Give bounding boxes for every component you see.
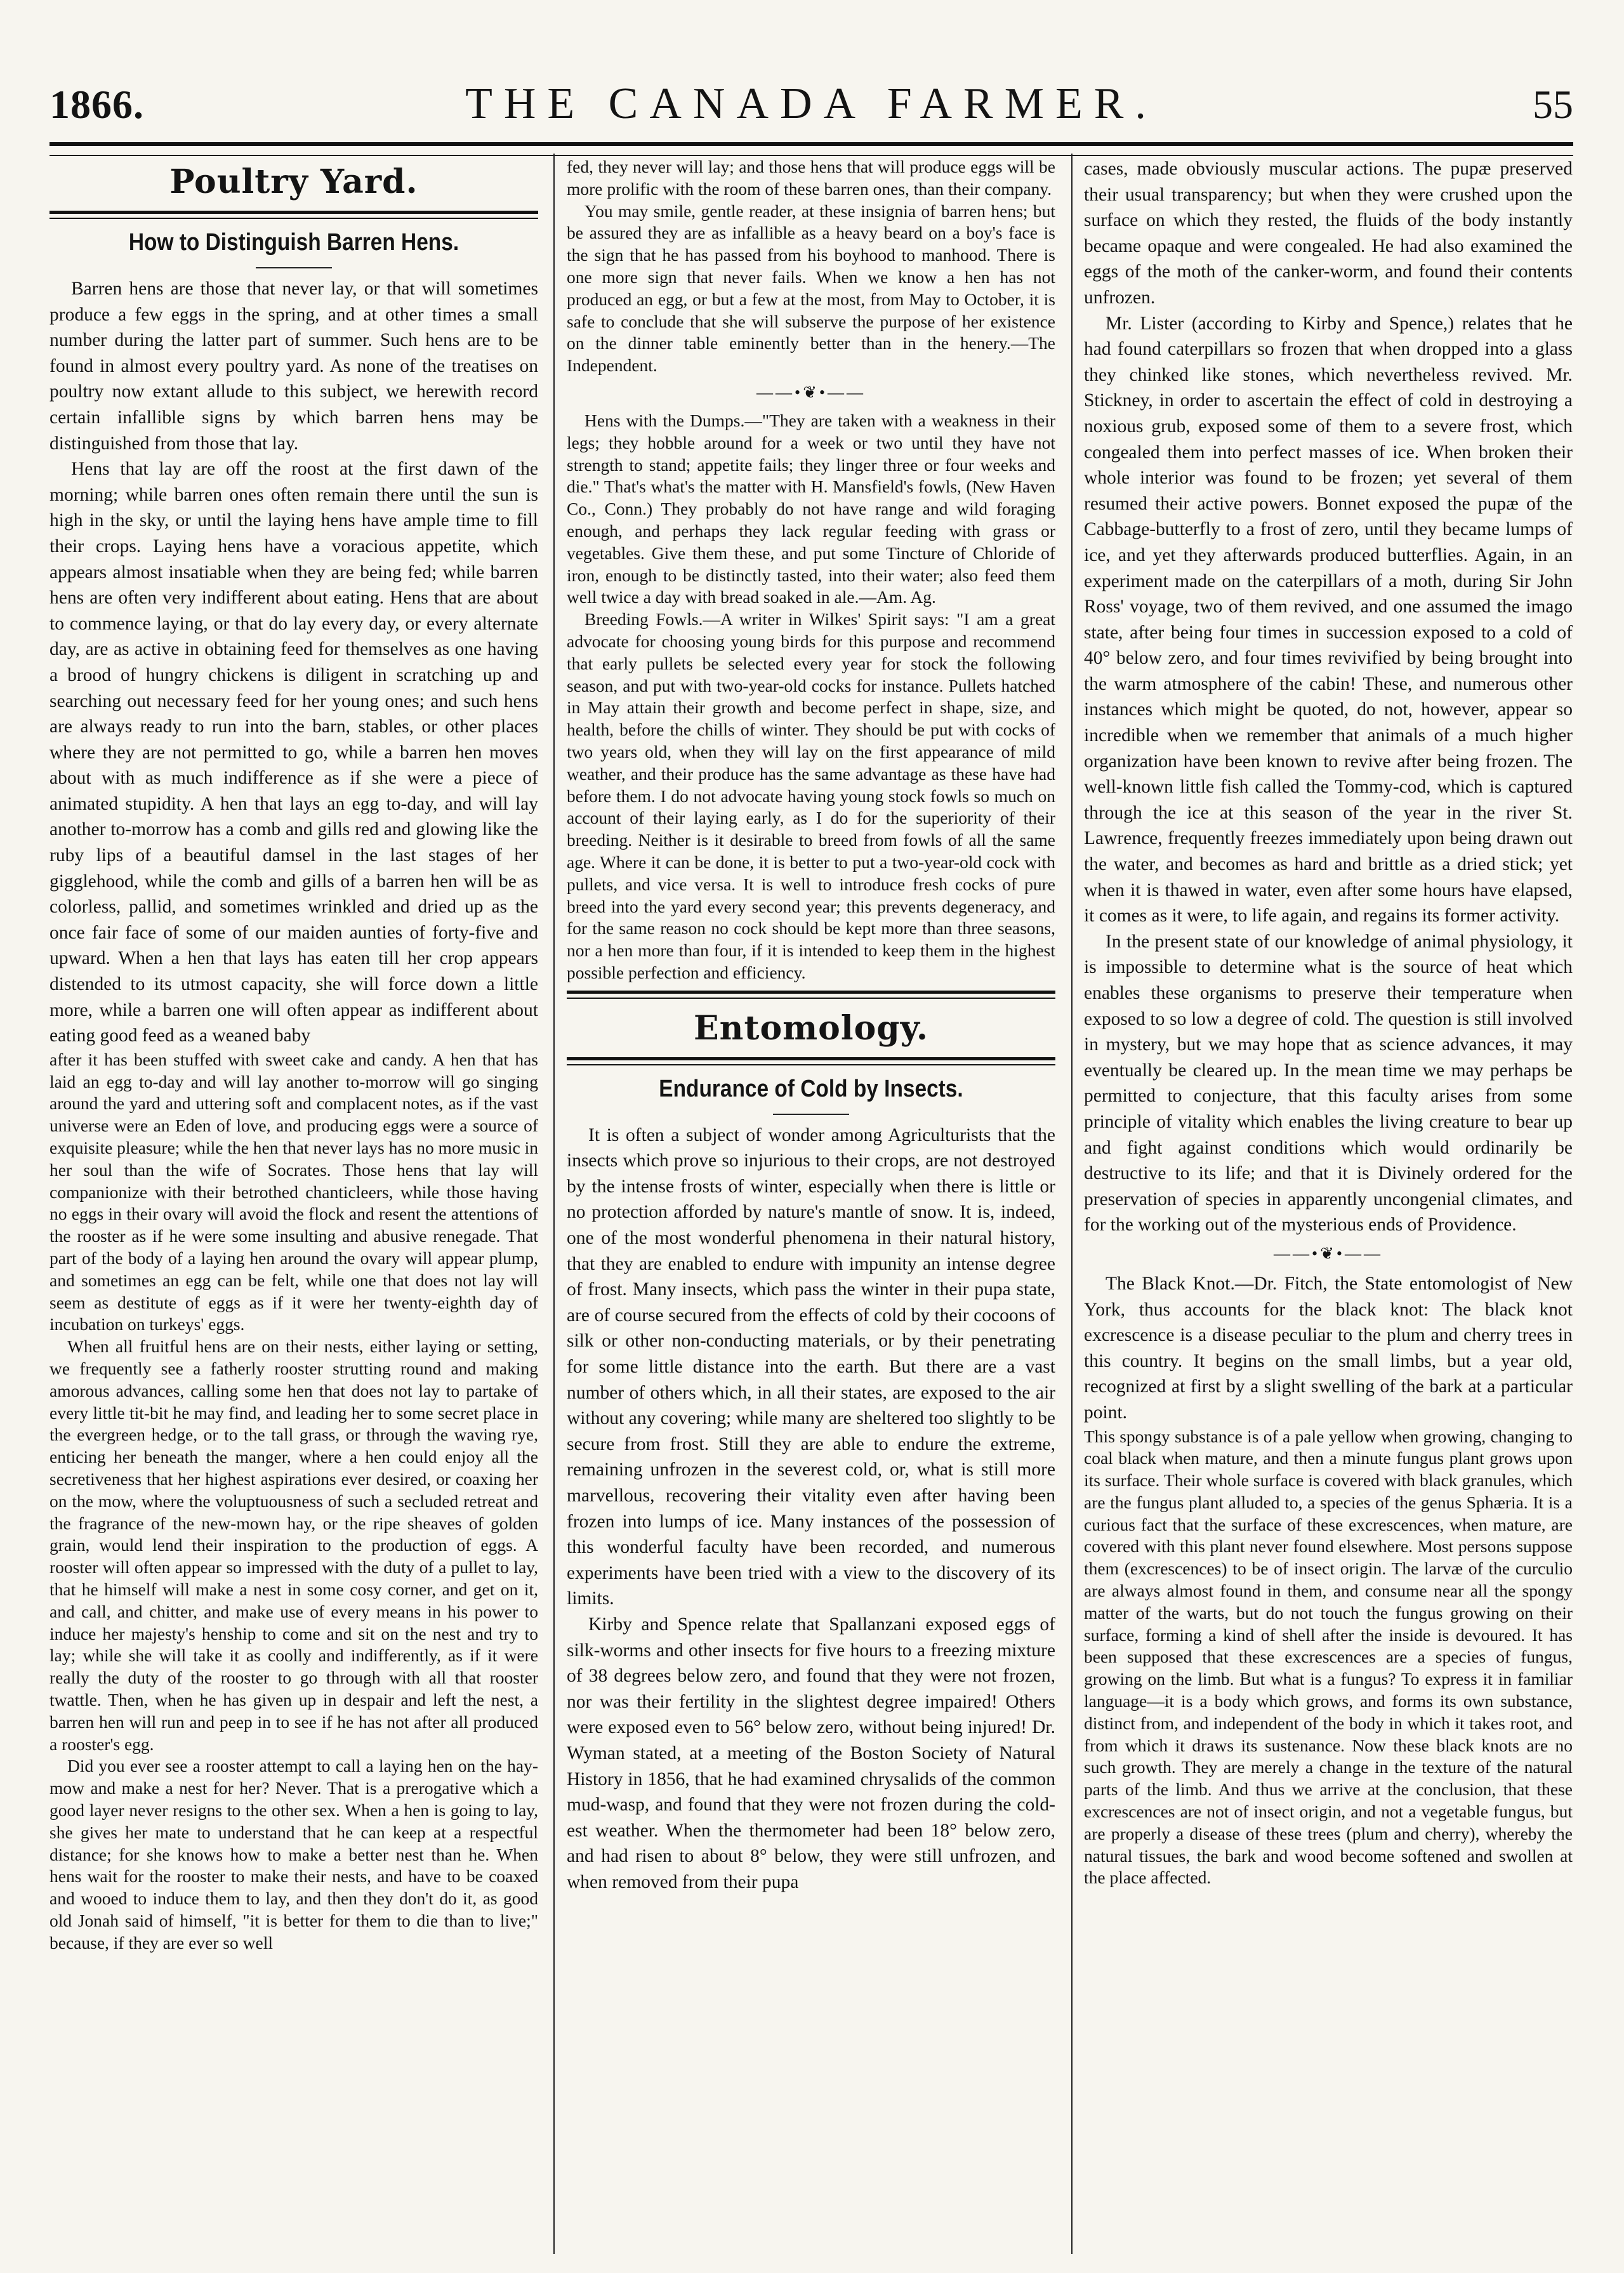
title-underline: [256, 267, 332, 268]
ornament-divider: ——•❦•——: [756, 383, 866, 402]
small-type-block: [567, 156, 1055, 984]
section-rule: [567, 991, 1055, 999]
column-3: [1084, 156, 1573, 2250]
article-title-cold-insects: Endurance of Cold by Insects.: [659, 1075, 963, 1102]
small-type-block: [1084, 1426, 1573, 1890]
section-heading-poultry: Poultry Yard.: [169, 162, 418, 201]
column-divider-1: [553, 154, 555, 2254]
paragraph: This spongy substance is of a pale yellow when growing, changing to coal black when mature, and then a minute fungus plant grows upon its surface. Their whole surface is covered with black granules, which are the fungus plant alluded to, a species of the genus Sphæria. It is a curious fact that the surface of these excrescences, when mature, are covered with this plant never found elsewhere. Most persons suppose them (excrescences) to be of insect origin. The larvæ of the curculio are always almost found in them, and consume near all the spongy matter of the warts, but do not touch the fungus growing on their surface, forming a kind of shell after the inside is devoured. It has been supposed that these excrescences are a species of fungus, growing on the limb. But what is a fungus? To express it in familiar language—it is a body which grows, and forms its own substance, distinct from, and independent of the body in which it takes root, and from which it draws its sustenance. Now these black knots are no such growth. They are merely a change in the texture of the natural parts of the limb. And thus we arrive at the conclusion, that these excrescences are not of insect origin, and not a vegetable fungus, but are properly a disease of these trees (plum and cherry), whereby the natural tissues, the bark and wood become softened and swollen at the place affected.: [1084, 1426, 1573, 1888]
paragraph: It is often a subject of wonder among Agriculturists that the insects which prove so injurious to their crops, are not destroyed by the intense frosts of winter, especially when there is little or no protection afforded by nature's mantle of snow. It is, indeed, one of the most wonderful phenomena in their natural history, that they are enabled to endure with impunity an intense degree of frost. Many insects, which pass the winter in their pupa state, are of course secured from the effects of cold by their cocoons of silk or other non-conducting materials, or by their penetrating for some little distance into the earth. But there are a vast number of others which, in all their states, are exposed to the air without any covering; while many are sheltered too slightly to be secure from frost. Still they are able to endure the extreme, remaining unfrozen in the severest cold, or, what is still more marvellous, recovering their vitality even after having been frozen into lumps of ice. Many instances of the possession of this wonderful faculty have been recorded, and numerous experiments have been tried with a view to the discovery of its limits.: [567, 1124, 1055, 1609]
title-underline: [773, 1114, 849, 1115]
paragraph: after it has been stuffed with sweet cake and candy. A hen that has laid an egg to-day and will lay another to-morrow will go singing around the yard and uttering soft and complacent notes, as if the vast universe were an Eden of love, and producing eggs were a source of exquisite pleasure; while the hen that never lays has no more music in her soul than the wife of Socrates. Those hens that lay will companionize with their betrothed chanticleers, while those having no eggs in their ovary will avoid the flock and resent the attentions of the rooster as if he were some insulting and abusive renegade. That part of the body of a laying hen around the ovary will appear plump, and sometimes an egg can be felt, while one that does not lay will seem as destitute of eggs as if it were her twenty-eighth day of incubation on turkeys' eggs.: [50, 1049, 538, 1334]
small-type-block: [50, 1049, 538, 1954]
paragraph: cases, made obviously muscular actions. The pupæ preserved their usual transparency; but when they were crushed upon the surface on which they rested, the fluids of the body instantly became opaque and were congealed. He had also examined the eggs of the moth of the canker-worm, and found their contents unfrozen.: [1084, 159, 1573, 308]
paragraph: Kirby and Spence relate that Spallanzani exposed eggs of silk-worms and other insects for five hours to a freezing mixture of 38 degrees below zero, and found that they were not frozen, nor was their fertility in the slightest degree impaired! Others were exposed even to 56° below zero, without being injured! Dr. Wyman stated, at a meeting of the Boston Society of Natural History in 1856, that he had examined chrysalids of the common mud-wasp, and found that they were not frozen during the cold-est weather. When the thermometer had been 18° below zero, and had risen to about 8° below, they were still unfrozen, and when removed from their pupa: [567, 1614, 1055, 1892]
paragraph: Did you ever see a rooster attempt to call a laying hen on the hay-mow and make a nest for her? Never. That is a prerogative which a good layer never resigns to the other sex. When a hen is going to lay, she gives her mate to understand that he can keep at a respectful distance; for she knows how to make a better nest than he. When hens wait for the rooster to make their nests, and have to be coaxed and wooed to induce them to lay, and then they don't do it, as good old Jonah said of himself, "it is better for them to die than to live;" because, if they are ever so well: [50, 1756, 538, 1953]
newspaper-title: THE CANADA FARMER.: [465, 79, 1158, 128]
section-heading-entomology: Entomology.: [694, 1008, 928, 1048]
column-1: [50, 156, 538, 2250]
page-number: 55: [1533, 82, 1573, 127]
paragraph-breeding-fowls: Breeding Fowls.—A writer in Wilkes' Spirit says: "I am a great advocate for choosing young birds for this purpose and recommend that early pullets be selected every year for stock the following season, and put with two-year-old cocks for instance. Pullets hatched in May attain their growth and become perfect in shape, size, and health, before the chills of winter. They should be put with cocks of two years old, when they will lay on the first appearance of mild weather, and their produce has the same advantage as these have had before them. I do not advocate having young stock fowls so much on account of their laying early, as I do for the superiority of their breeding. Neither is it desirable to breed from fowls of all the same age. Where it can be done, it is better to put a two-year-old cock with pullets, and vice versa. It is well to introduce fresh cocks of pure breed into the yard every second year; this prevents degeneracy, and for the same reason no cock should be kept more than three seasons, nor a hen more than four, if it is intended to keep them in the highest possible perfection and efficiency.: [567, 609, 1055, 982]
paragraph-black-knot: The Black Knot.—Dr. Fitch, the State entomologist of New York, thus accounts for the black knot: The black knot excrescence is a disease peculiar to the plum and cherry trees in this country. It begins on the small limbs, but a year old, recognized at first by a slight swelling of the bark at a particular point.: [1084, 1273, 1573, 1423]
paragraph: When all fruitful hens are on their nests, either laying or setting, we frequently see a fatherly rooster strutting round and making amorous advances, calling some hen that does not lay to partake of every little tit-bit he may find, and leading her to some secret place in the evergreen hedge, or to the tall grass, or through the waving rye, enticing her beneath the manger, where a hen could enjoy all the secretiveness that her highest aspirations ever desired, or coaxing her on the mow, where the voluptuousness of such a secluded retreat and the fragrance of the new-mown hay, or the ripe sheaves of golden grain, would lend their inspiration to the production of eggs. A rooster will often appear so impressed with the duty of a pullet to lay, that he himself will make a nest in some cosy corner, and get on it, and call, and chitter, and make use of every means in his power to induce her majesty's henship to come and sit on the nest and try to lay; while she will take it as coolly and indifferently, as if it were really the duty of the rooster to go through with all that rooster twattle. Then, when he has given up in despair and left the nest, a barren hen will run and peep in to see if he has not after all produced a rooster's egg.: [50, 1336, 538, 1754]
ornament-divider: ——•❦•——: [1274, 1244, 1383, 1263]
issue-year: 1866.: [50, 82, 144, 127]
column-divider-2: [1071, 154, 1073, 2254]
paragraph: Hens that lay are off the roost at the first dawn of the morning; while barren ones often remain there until the sun is high in the sky, or until the laying hens have ample time to fill their crops. Laying hens have a voracious appetite, which appears almost insatiable when they are being fed; while barren hens are often very indifferent about eating. Hens that are about to commence laying, or that do lay every day, or every alternate day, are as active in obtaining feed for themselves as one having a brood of hungry chickens is diligent in scratching up and searching out necessary feed for her young ones; and such hens are always ready to run into the barn, stables, or other places where they are not permitted to go, while a barren hen moves about with as much indifference as if she were a piece of animated stupidity. A hen that lays an egg to-day, and will lay another to-morrow has a comb and gills red and glowing like the ruby lips of a beautiful damsel in the last stages of her gigglehood, while the comb and gills of a barren hen will be as colorless, pallid, and sometimes wrinkled and dried up as the once fair face of some of our maiden aunties of forty-five and upward. When a hen that lays has eaten till her crop appears distended to its utmost capacity, she will force down a little more, while a barren one will often appear as indifferent about eating good feed as a weaned baby: [50, 459, 538, 1046]
section-rule: [567, 1057, 1055, 1065]
paragraph: Barren hens are those that never lay, or that will sometimes produce a few eggs in the spring, and at other times a small number during the latter part of summer. Such hens are to be found in almost every poultry yard. As none of the treatises on poultry now extant allude to this subject, we herewith record certain infallible signs by which barren hens may be distinguished from those that lay.: [50, 279, 538, 454]
paragraph-hens-with-dumps: Hens with the Dumps.—"They are taken with a weakness in their legs; they hobble around for a week or two until they have not strength to stand; appetite fails; they linger three or four weeks and die." That's what's the matter with H. Mansfield's fowls, (New Haven Co., Conn.) They probably do not have range and wild foraging enough, and perhaps they lack regular feeding with grass or vegetables. Give them these, and put some Tincture of Chloride of iron, enough to be distinctly tasted, into their water; also feed them well twice a day with bread soaked in ale.—Am. Ag.: [567, 410, 1055, 607]
paragraph: fed, they never will lay; and those hens that will produce eggs will be more prolific with the room of these barren ones, than their company.: [567, 157, 1055, 199]
masthead: [50, 76, 1573, 146]
column-2: [567, 156, 1055, 2250]
masthead-rule: [50, 142, 1573, 156]
paragraph: Mr. Lister (according to Kirby and Spence,) relates that he had found caterpillars so frozen that when dropped into a glass they chinked like stones, which nevertheless revived. Mr. Stickney, in order to ascertain the effect of cold in destroying a noxious grub, exposed some of them to a severe frost, which congealed them into perfect masses of ice. When broken their whole interior was found to be frozen; yet several of them resumed their active powers. Bonnet exposed the pupæ of the Cabbage-butterfly to a frost of zero, until they became lumps of ice, and yet they afterwards produced butterflies. Again, in an experiment made on the caterpillars of a moth, during Sir John Ross' voyage, two of them revived, and one assumed the imago state, after being four times in succession exposed to a cold of 40° below zero, and four times revivified by being brought into the warm atmosphere of the cabin! These, and numerous other instances which might be quoted, do not, however, appear so incredible when we remember that animals of a much higher organization have been known to revive after being frozen. The well-known little fish called the Tommy-cod, which is captured through the ice at this season of the year in the river St. Lawrence, frequently freezes immediately upon being drawn out the water, and becomes as hard and brittle as a dried stick; yet when it is thawed in water, even after some hours have elapsed, it comes as it were, to life again, and regains its former activity.: [1084, 313, 1573, 926]
paragraph: In the present state of our knowledge of animal physiology, it is impossible to determine what is the source of heat which enables these organisms to preserve their temperature when exposed to so low a degree of cold. The question is still involved in mystery, but we may hope that as science advances, it may eventually be cleared up. In the mean time we may perhaps be permitted to conjecture, that this faculty arises from some principle of vitality which enables the living creature to bear up and fight against conditions which would ordinarily be destructive to its life; and that it is Divinely ordered for the preservation of species in apparently uncongenial climates, and for the working out of the mysterious ends of Providence.: [1084, 931, 1573, 1235]
paragraph: You may smile, gentle reader, at these insignia of barren hens; but be assured they are as infallible as a heavy beard on a boy's face is the sign that he has passed from his boyhood to manhood. There is one more sign that never fails. When we know a hen has not produced an egg, or but a few at the most, from May to October, it is safe to conclude that she will subserve the purpose of her existence on the dinner table eminently better than in the henery.—The Independent.: [567, 201, 1055, 376]
section-rule: [50, 211, 538, 219]
article-title-barren-hens: How to Distinguish Barren Hens.: [128, 229, 459, 256]
